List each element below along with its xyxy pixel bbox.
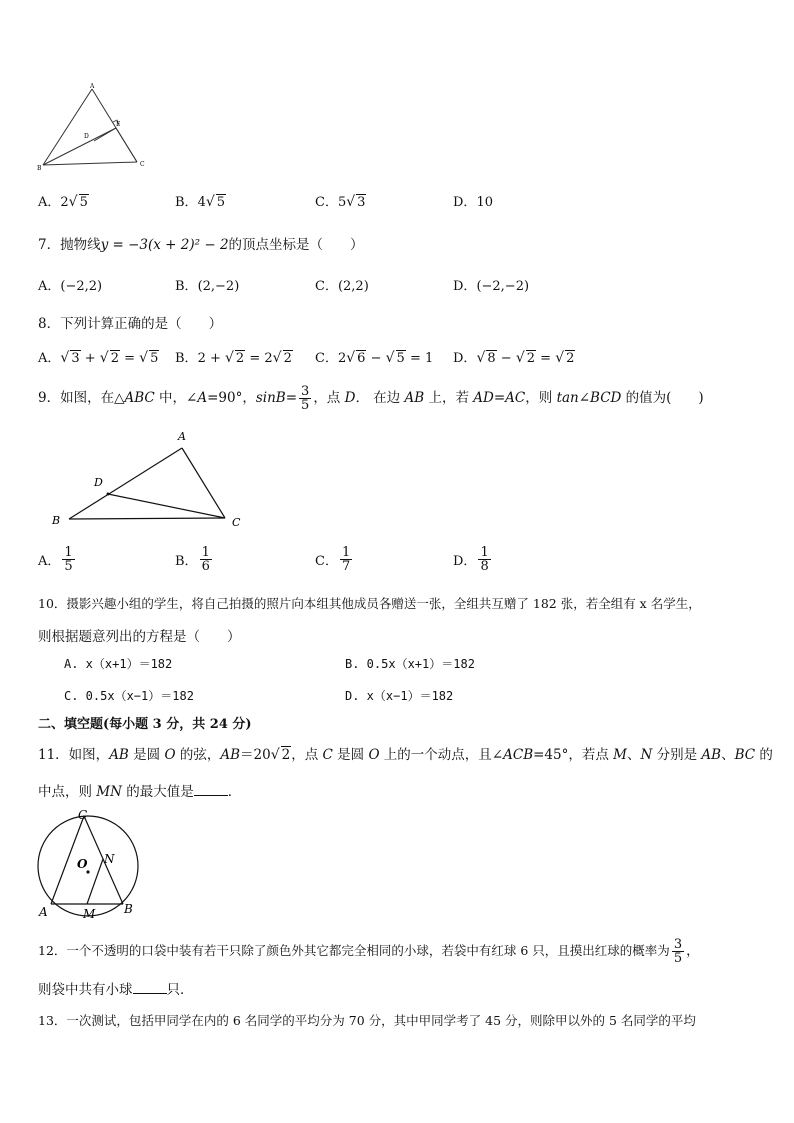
q12-stem-line1: 12．一个不透明的口袋中装有若干只除了颜色外其它都完全相同的小球，若袋中有红球 6 只，且摸出红球的概率为 $\frac{3}{5}$ ，	[38, 937, 700, 966]
q10-option-d[interactable]: D. x（x−1）＝182	[345, 689, 454, 703]
q10-stem-line2: 则根据题意列出的方程是（ ）	[38, 629, 241, 645]
q10-stem-line1: 10．摄影兴趣小组的学生，将自己拍摄的照片向本组其他成员各赠送一张，全组共互赠了 182 张，若全组有 x 名学生，	[38, 596, 701, 611]
q8-option-b[interactable]: B．2 + √ 2 = 2√ 2	[175, 350, 292, 366]
fig11-label-o: O	[77, 857, 88, 871]
fig11-label-c: C	[78, 808, 88, 822]
fig1-label-d: D	[84, 133, 89, 140]
q10-option-b[interactable]: B. 0.5x（x+1）＝182	[345, 657, 475, 671]
q12-stem-line2: 则袋中共有小球 只．	[38, 982, 194, 998]
q7-stem: 7．抛物线y = −3(x + 2)² − 2的顶点坐标是（ ）	[38, 237, 364, 253]
fig11-label-a: A	[39, 905, 48, 919]
q12-answer-blank[interactable]	[133, 981, 167, 994]
q7-option-b[interactable]: B．(2,−2)	[175, 279, 240, 294]
q9-option-d[interactable]: D． $\frac{1}{8}$	[453, 545, 489, 574]
q6-option-a[interactable]: A．2√ 5	[38, 194, 88, 210]
q9-option-c[interactable]: C． $\frac{1}{7}$	[315, 545, 351, 574]
q13-stem-line1: 13．一次测试，包括甲同学在内的 6 名同学的平均分为 70 分，其中甲同学考了 45 分，则除甲以外的 5 名同学的平均	[38, 1013, 696, 1028]
fig1-label-b: B	[37, 165, 42, 172]
fig1-label-e: E	[116, 121, 121, 128]
fig9-label-c: C	[232, 516, 241, 528]
q7-option-d[interactable]: D．(−2,−2)	[453, 279, 530, 294]
figure-triangle-abcde	[36, 82, 151, 174]
q11-stem-line2: 中点，则 MN 的最大值是 ．	[38, 784, 242, 800]
q9-option-a[interactable]: A． $\frac{1}{5}$	[38, 545, 73, 574]
q8-option-c[interactable]: C．2√ 6 − √ 5 = 1	[315, 350, 434, 366]
fig11-label-n: N	[104, 852, 115, 866]
fig1-label-a: A	[90, 83, 95, 90]
section-fill-in-title: 二、填空题(每小题 3 分，共 24 分)	[38, 717, 252, 732]
fig9-label-b: B	[52, 514, 61, 527]
q9-option-b[interactable]: B． $\frac{1}{6}$	[175, 545, 210, 574]
q6-option-c[interactable]: C．5√ 3	[315, 194, 366, 210]
q10-option-a[interactable]: A. x（x+1）＝182	[64, 657, 173, 671]
q8-option-d[interactable]: D．√ 8 − √ 2 = √ 2	[453, 350, 575, 366]
q7-option-a[interactable]: A．(−2,2)	[38, 279, 103, 294]
q7-option-c[interactable]: C．(2,2)	[315, 279, 369, 294]
q11-stem-line1: 11．如图，AB 是圆 O 的弦，AB＝20√ 2，点 C 是圆 O 上的一个动点，且∠ACB=45°，若点 M、N 分别是 AB、BC 的	[38, 747, 773, 763]
q6-option-d[interactable]: D．10	[453, 195, 493, 210]
q8-option-a[interactable]: A．√ 3 + √ 2 = √ 5	[38, 350, 159, 366]
q6-option-b[interactable]: B．4√ 5	[175, 194, 226, 210]
q8-stem: 8．下列计算正确的是（ ）	[38, 316, 223, 332]
figure-q11-circle	[32, 806, 142, 924]
q11-answer-blank[interactable]	[194, 783, 228, 796]
fig1-label-c: C	[140, 161, 145, 168]
fig9-label-d: D	[94, 476, 103, 489]
q9-stem: 9．如图，在△ABC 中，∠A=90°，sinB= $\frac{3}{5}$ ，点 D． 在边 AB 上，若 AD=AC，则 tan∠BCD 的值为( )	[38, 384, 704, 413]
fig11-label-m: M	[83, 907, 96, 921]
fig11-label-b: B	[124, 902, 133, 916]
fig9-label-a: A	[178, 430, 186, 443]
q10-option-c[interactable]: C. 0.5x（x−1）＝182	[64, 689, 194, 703]
figure-q9-triangle	[48, 428, 248, 528]
